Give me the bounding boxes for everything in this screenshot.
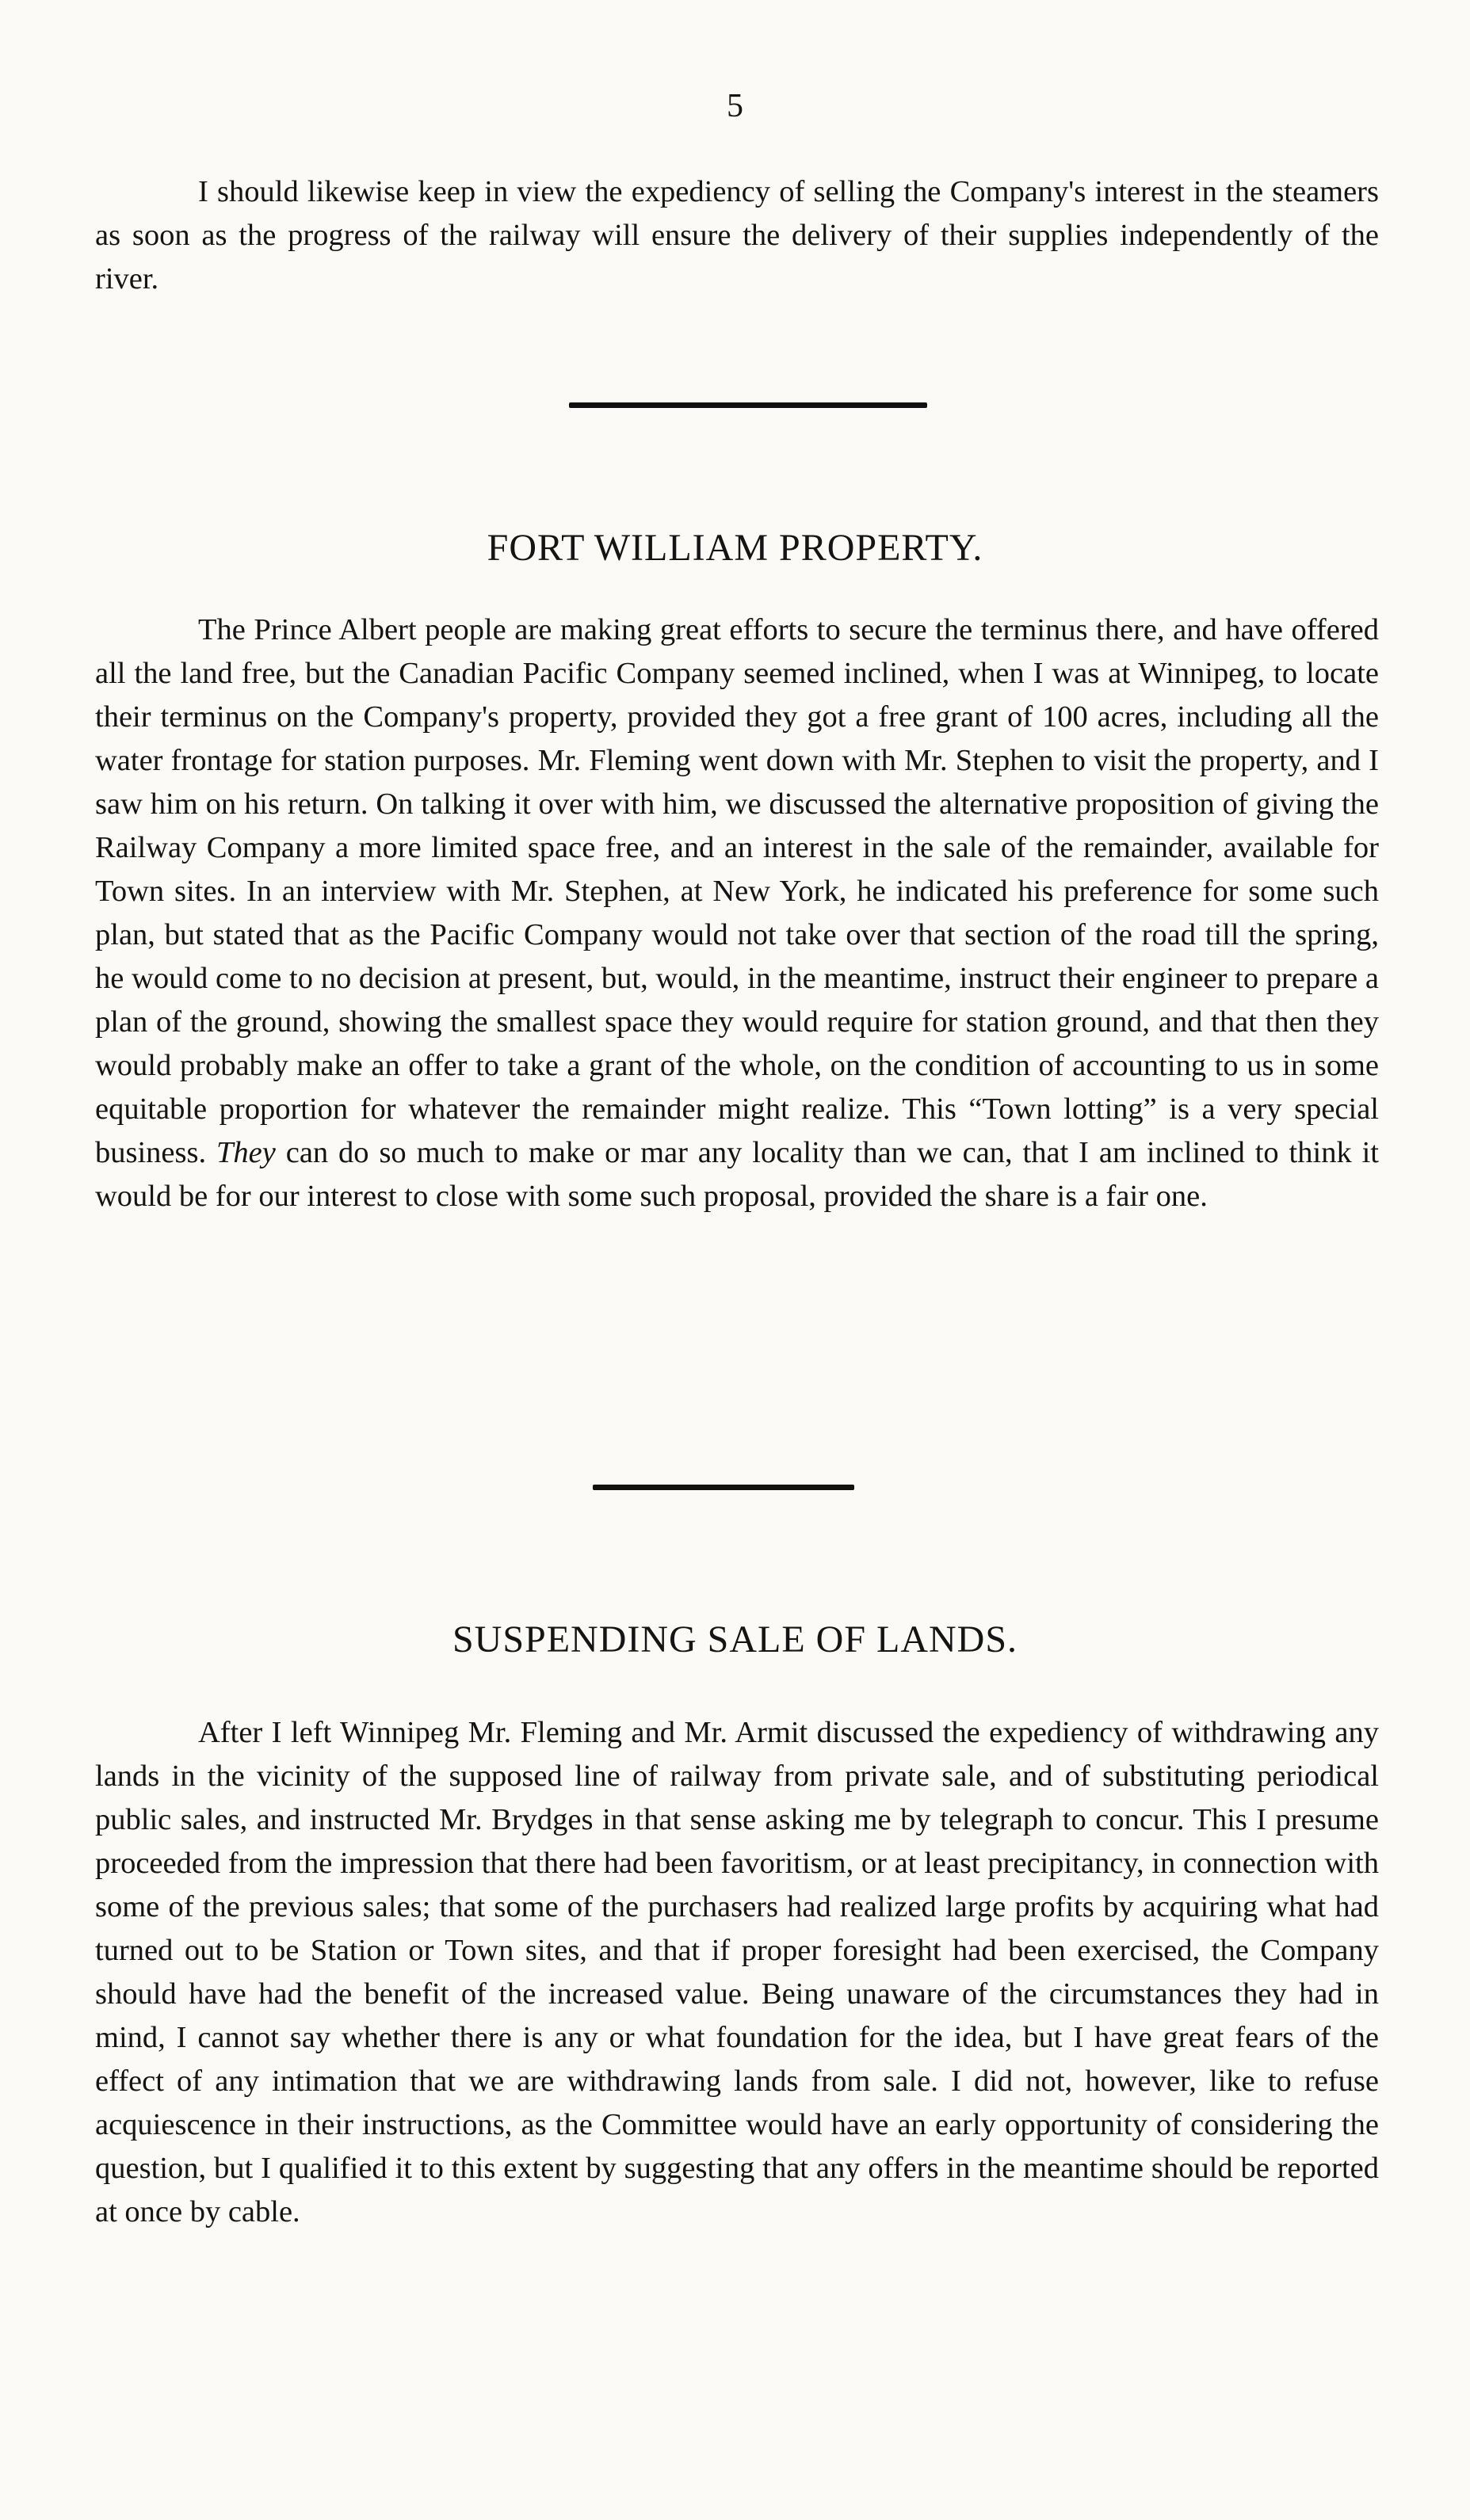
fort-william-text-a: The Prince Albert people are making great efforts to secure the terminus there, and have offered all the land free, but the Canadian Pacific Company seemed inclined, when I was at Winnipeg, to locate their terminus on the Company's property, provided they got a free grant of 100 acres, including all the water frontage for station purposes. Mr. Fleming went down with Mr. Stephen to visit the property, and I saw him on his return. On talking it over with him, we discussed the alternative proposition of giving the Railway Company a more limited space free, and an interest in the sale of the remainder, available for Town sites. In an interview with Mr. Stephen, at New York, he indicated his preference for some such plan, but stated that as the Pacific Company would not take over that section of the road till the spring, he would come to no decision at present, but, would, in the meantime, instruct their engineer to prepare a plan of the ground, showing the smallest space they would require for station ground, and that then they would probably make an offer to take a grant of the whole, on the condition of accounting to us in some equitable proportion for whatever the remainder might realize. This “Town lotting” is a very special business. [95,613,1379,1169]
heading-fort-william-property: FORT WILLIAM PROPERTY. [487,527,983,569]
suspending-sale-paragraph: After I left Winnipeg Mr. Fleming and Mr. Armit discussed the expediency of withdrawing any lands in the vicinity of the supposed line of railway from private sale, and of substituting periodical public sales, and instructed Mr. Brydges in that sense asking me by telegraph to concur. This I presume proceeded from the impression that there had been favoritism, or at least precipitancy, in connection with some of the previous sales; that some of the purchasers had realized large profits by acquiring what had turned out to be Station or Town sites, and that if proper foresight had been exercised, the Company should have had the benefit of the increased value. Being unaware of the circumstances they had in mind, I cannot say whether there is any or what foundation for the idea, but I have great fears of the effect of any intimation that we are withdrawing lands from sale. I did not, however, like to refuse acquiescence in their instructions, as the Committee would have an early opportunity of considering the question, but I qualified it to this extent by suggesting that any offers in the meantime should be reported at once by cable. [95,1716,1379,2228]
fort-william-text-b: can do so much to make or mar any locality than we can, that I am inclined to think it would be for our interest to close with some such proposal, provided the share is a fair one. [95,1136,1379,1213]
fort-william-paragraph [95,608,1379,1218]
intro-paragraph: I should likewise keep in view the expediency of selling the Company's interest in the steamers as soon as the progress of the railway will ensure the delivery of their supplies independently of the river. [95,175,1379,295]
fort-william-emphasis: They [216,1136,276,1169]
page-number: 5 [727,88,743,124]
heading-suspending-sale-of-lands: SUSPENDING SALE OF LANDS. [452,1618,1018,1660]
section-divider-2 [593,1485,854,1490]
section-divider-1 [569,402,927,408]
